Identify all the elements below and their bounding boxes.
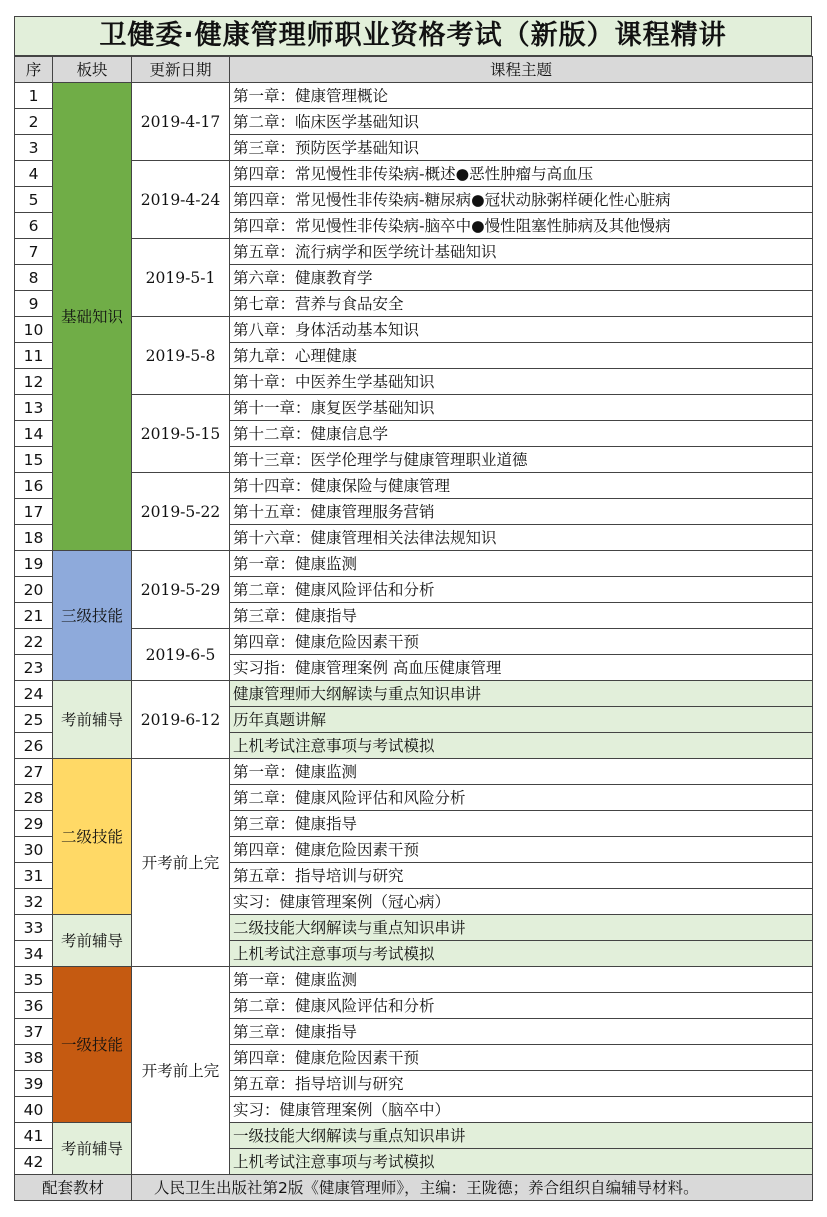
course-topic: 第五章：指导培训与研究 (230, 863, 813, 889)
table-row (15, 681, 813, 707)
update-date: 2019-4-17 (132, 83, 230, 161)
row-number: 30 (15, 837, 53, 863)
row-number: 12 (15, 369, 53, 395)
table-row (15, 759, 813, 785)
table-row (15, 551, 813, 577)
row-number: 1 (15, 83, 53, 109)
footer-row (15, 1175, 813, 1201)
course-topic: 第二章：健康风险评估和分析 (230, 993, 813, 1019)
row-number: 40 (15, 1097, 53, 1123)
table-row (15, 83, 813, 109)
block-prep1: 考前辅导 (53, 681, 132, 759)
course-topic: 上机考试注意事项与考试模拟 (230, 733, 813, 759)
row-number: 3 (15, 135, 53, 161)
course-topic: 第三章：健康指导 (230, 1019, 813, 1045)
course-topic: 第九章：心理健康 (230, 343, 813, 369)
row-number: 21 (15, 603, 53, 629)
row-number: 37 (15, 1019, 53, 1045)
course-topic: 上机考试注意事项与考试模拟 (230, 941, 813, 967)
course-topic: 实习：健康管理案例（冠心病） (230, 889, 813, 915)
footer-text: 人民卫生出版社第2版《健康管理师》，主编：王陇德；养合组织自编辅导材料。 (132, 1175, 813, 1201)
page-title: 卫健委·健康管理师职业资格考试（新版）课程精讲 (14, 16, 812, 56)
table-row (15, 395, 813, 421)
row-number: 8 (15, 265, 53, 291)
header-num: 序 (15, 57, 53, 83)
row-number: 5 (15, 187, 53, 213)
row-number: 34 (15, 941, 53, 967)
course-topic: 第十三章：医学伦理学与健康管理职业道德 (230, 447, 813, 473)
update-date: 2019-5-29 (132, 551, 230, 629)
row-number: 31 (15, 863, 53, 889)
course-topic: 上机考试注意事项与考试模拟 (230, 1149, 813, 1175)
header-block: 板块 (53, 57, 132, 83)
course-topic: 第十二章：健康信息学 (230, 421, 813, 447)
course-topic: 第四章：常见慢性非传染病-脑卒中●慢性阻塞性肺病及其他慢病 (230, 213, 813, 239)
row-number: 9 (15, 291, 53, 317)
block-level2: 二级技能 (53, 759, 132, 915)
table-row (15, 239, 813, 265)
course-topic: 第四章：健康危险因素干预 (230, 629, 813, 655)
block-prep3: 考前辅导 (53, 1123, 132, 1175)
update-date: 2019-5-1 (132, 239, 230, 317)
footer-label: 配套教材 (15, 1175, 132, 1201)
row-number: 17 (15, 499, 53, 525)
course-topic: 第十一章：康复医学基础知识 (230, 395, 813, 421)
course-table (14, 56, 813, 1201)
course-topic: 第三章：健康指导 (230, 603, 813, 629)
course-topic: 第三章：预防医学基础知识 (230, 135, 813, 161)
row-number: 24 (15, 681, 53, 707)
course-topic: 第五章：流行病学和医学统计基础知识 (230, 239, 813, 265)
table-row (15, 629, 813, 655)
row-number: 28 (15, 785, 53, 811)
row-number: 39 (15, 1071, 53, 1097)
row-number: 11 (15, 343, 53, 369)
table-row (15, 317, 813, 343)
row-number: 33 (15, 915, 53, 941)
header-row (15, 57, 813, 83)
update-date: 2019-6-5 (132, 629, 230, 681)
update-date: 开考前上完 (132, 759, 230, 967)
row-number: 19 (15, 551, 53, 577)
block-prep2: 考前辅导 (53, 915, 132, 967)
row-number: 26 (15, 733, 53, 759)
row-number: 41 (15, 1123, 53, 1149)
row-number: 13 (15, 395, 53, 421)
course-topic: 第四章：健康危险因素干预 (230, 1045, 813, 1071)
row-number: 18 (15, 525, 53, 551)
row-number: 27 (15, 759, 53, 785)
row-number: 38 (15, 1045, 53, 1071)
course-topic: 第五章：指导培训与研究 (230, 1071, 813, 1097)
row-number: 14 (15, 421, 53, 447)
course-topic: 历年真题讲解 (230, 707, 813, 733)
course-topic: 第八章：身体活动基本知识 (230, 317, 813, 343)
course-topic: 第三章：健康指导 (230, 811, 813, 837)
table-row (15, 161, 813, 187)
course-topic: 第十五章：健康管理服务营销 (230, 499, 813, 525)
course-topic: 第十章：中医养生学基础知识 (230, 369, 813, 395)
row-number: 42 (15, 1149, 53, 1175)
course-topic: 一级技能大纲解读与重点知识串讲 (230, 1123, 813, 1149)
update-date: 2019-5-15 (132, 395, 230, 473)
row-number: 23 (15, 655, 53, 681)
course-topic: 第二章：临床医学基础知识 (230, 109, 813, 135)
row-number: 2 (15, 109, 53, 135)
course-topic: 实习指：健康管理案例 高血压健康管理 (230, 655, 813, 681)
row-number: 15 (15, 447, 53, 473)
course-topic: 健康管理师大纲解读与重点知识串讲 (230, 681, 813, 707)
table-row (15, 967, 813, 993)
row-number: 36 (15, 993, 53, 1019)
header-topic: 课程主题 (230, 57, 813, 83)
update-date: 2019-6-12 (132, 681, 230, 759)
block-level1: 一级技能 (53, 967, 132, 1123)
course-topic: 第十六章：健康管理相关法律法规知识 (230, 525, 813, 551)
course-topic: 第十四章：健康保险与健康管理 (230, 473, 813, 499)
course-topic: 第一章：健康监测 (230, 551, 813, 577)
row-number: 25 (15, 707, 53, 733)
row-number: 10 (15, 317, 53, 343)
row-number: 35 (15, 967, 53, 993)
row-number: 4 (15, 161, 53, 187)
row-number: 7 (15, 239, 53, 265)
course-topic: 第一章：健康监测 (230, 759, 813, 785)
course-topic: 第二章：健康风险评估和风险分析 (230, 785, 813, 811)
block-level3: 三级技能 (53, 551, 132, 681)
row-number: 22 (15, 629, 53, 655)
course-topic: 第四章：常见慢性非传染病-概述●恶性肿瘤与高血压 (230, 161, 813, 187)
row-number: 20 (15, 577, 53, 603)
block-basic: 基础知识 (53, 83, 132, 551)
course-topic: 第一章：健康管理概论 (230, 83, 813, 109)
update-date: 开考前上完 (132, 967, 230, 1175)
update-date: 2019-5-8 (132, 317, 230, 395)
course-topic: 第四章：健康危险因素干预 (230, 837, 813, 863)
course-topic: 第四章：常见慢性非传染病-糖尿病●冠状动脉粥样硬化性心脏病 (230, 187, 813, 213)
row-number: 29 (15, 811, 53, 837)
row-number: 32 (15, 889, 53, 915)
row-number: 6 (15, 213, 53, 239)
course-topic: 第七章：营养与食品安全 (230, 291, 813, 317)
course-topic: 第二章：健康风险评估和分析 (230, 577, 813, 603)
course-topic: 第六章：健康教育学 (230, 265, 813, 291)
update-date: 2019-5-22 (132, 473, 230, 551)
header-date: 更新日期 (132, 57, 230, 83)
row-number: 16 (15, 473, 53, 499)
course-topic: 实习：健康管理案例（脑卒中） (230, 1097, 813, 1123)
course-topic: 二级技能大纲解读与重点知识串讲 (230, 915, 813, 941)
update-date: 2019-4-24 (132, 161, 230, 239)
table-row (15, 473, 813, 499)
course-topic: 第一章：健康监测 (230, 967, 813, 993)
